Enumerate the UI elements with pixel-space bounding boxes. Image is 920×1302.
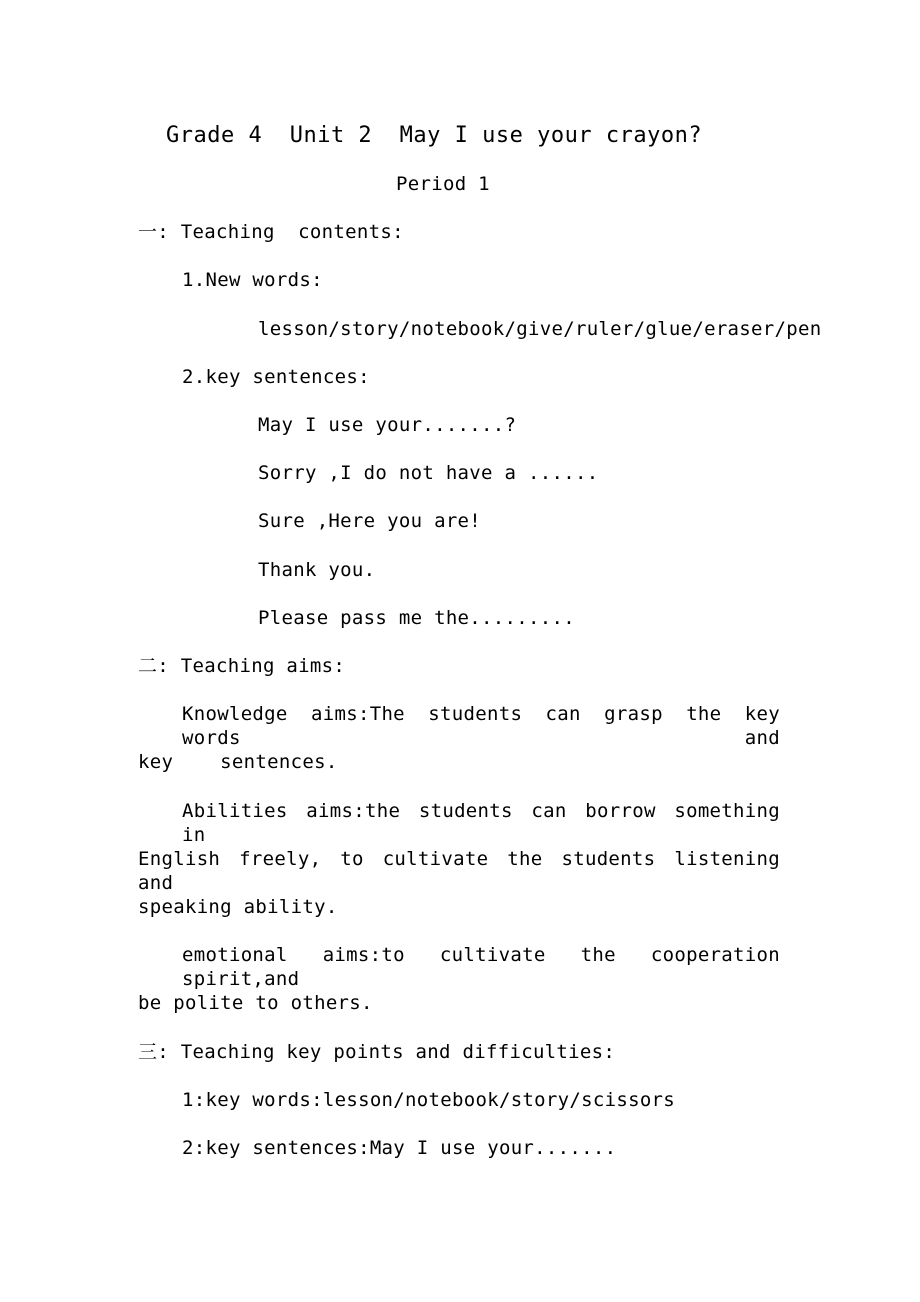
section1-heading: 一: Teaching contents: xyxy=(138,221,404,243)
key-sentence-4: Thank you. xyxy=(258,559,376,581)
section2-heading: 二: Teaching aims: xyxy=(138,655,346,677)
key-point-2: 2:key sentences:May I use your....... xyxy=(182,1137,617,1159)
abilities-aims-line1: Abilities aims:the students can borrow something in xyxy=(182,800,780,846)
key-point-1: 1:key words:lesson/notebook/story/scissors xyxy=(182,1089,676,1111)
key-sentence-2: Sorry ,I do not have a ...... xyxy=(258,462,599,484)
period-label: Period 1 xyxy=(396,173,490,195)
emotional-aims-line1: emotional aims:to cultivate the cooperation spirit,and xyxy=(182,944,780,990)
abilities-aims-line3: speaking ability. xyxy=(138,896,338,918)
key-sentence-1: May I use your.......? xyxy=(258,414,517,436)
section3-heading: 三: Teaching key points and difficulties: xyxy=(138,1041,616,1063)
key-sentence-5: Please pass me the......... xyxy=(258,607,575,629)
new-words-list: lesson/story/notebook/give/ruler/glue/eraser/pen xyxy=(258,318,822,340)
knowledge-aims-line2: key sentences. xyxy=(138,751,338,773)
emotional-aims-line2: be polite to others. xyxy=(138,992,373,1014)
key-sentence-3: Sure ,Here you are! xyxy=(258,510,482,532)
key-sentences-label: 2.key sentences: xyxy=(182,366,370,388)
document-title: Grade 4 Unit 2 May I use your crayon? xyxy=(166,123,703,148)
abilities-aims-line2: English freely, to cultivate the students listening and xyxy=(138,848,780,894)
new-words-label: 1.New words: xyxy=(182,269,323,291)
knowledge-aims-line1: Knowledge aims:The students can grasp the key words and xyxy=(182,703,780,749)
